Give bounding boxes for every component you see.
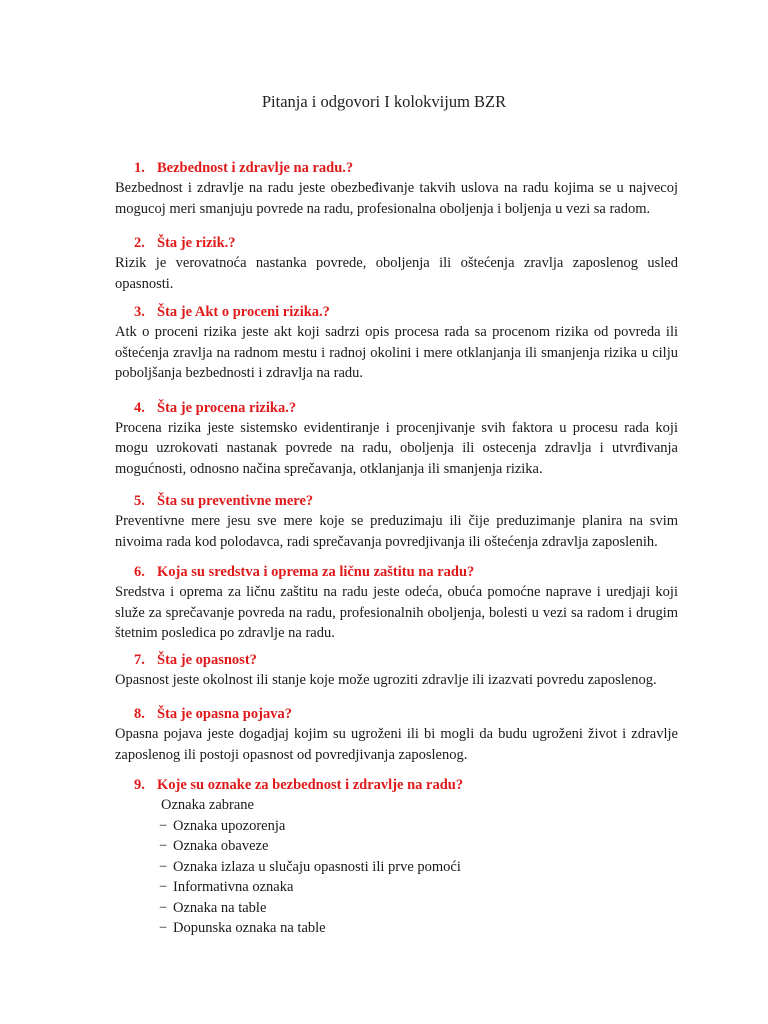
- question-number: 5.: [134, 493, 145, 509]
- list-item: [115, 857, 678, 878]
- list-item-text: Oznaka izlaza u slučaju opasnosti ili prve pomoći: [173, 858, 461, 875]
- question-number: 2.: [134, 235, 145, 251]
- question-heading: [115, 491, 678, 511]
- section-2: [115, 233, 678, 294]
- dash-bullet: −: [159, 817, 168, 834]
- question-text: Šta je Akt o proceni rizika.?: [157, 304, 330, 320]
- question-number: 3.: [134, 304, 145, 320]
- list-item: [115, 816, 678, 837]
- dash-bullet: −: [159, 899, 168, 916]
- section-5: [115, 491, 678, 552]
- list-item: Oznaka zabrane: [161, 797, 254, 813]
- answer-text: Sredstva i oprema za ličnu zaštitu na radu jeste odeća, obuća pomoćne naprave i uredjaji koji služe za sprečavanje povreda na radu, profesionalnih oboljenja, bolesti u vezi sa radom i drugim štetnim posledica po zdravlje na radu.: [115, 584, 678, 641]
- dash-bullet: −: [159, 838, 168, 854]
- list-item-text: Informativna oznaka: [173, 879, 294, 895]
- question-number: 1.: [134, 160, 145, 176]
- question-number: 9.: [134, 777, 145, 793]
- section-6: [115, 562, 678, 644]
- document-title: Pitanja i odgovori I kolokvijum BZR: [261, 92, 507, 111]
- question-heading: [115, 158, 678, 178]
- list-item-text: Oznaka upozorenja: [173, 817, 286, 834]
- question-number: 8.: [134, 706, 145, 722]
- dash-bullet: −: [159, 879, 168, 895]
- answer-text: Rizik je verovatnoća nastanka povrede, oboljenja ili oštećenja zravlja zaposlenog usled opasnosti.: [115, 255, 678, 292]
- question-heading: [115, 233, 678, 253]
- question-heading: [115, 398, 678, 418]
- answer-text: Preventivne mere jesu sve mere koje se preduzimaju ili čije preduzimanje planira na svim nivoima rada kod polodavca, radi sprečavanja povredjivanja ili oštećenja zdravlja zaposlenih.: [115, 513, 678, 550]
- section-8: [115, 704, 678, 765]
- question-text: Koja su sredstva i oprema za ličnu zaštitu na radu?: [157, 564, 475, 580]
- question-number: 6.: [134, 564, 145, 580]
- list-item: [115, 877, 678, 898]
- dash-bullet: −: [159, 858, 168, 875]
- document-content: [115, 158, 678, 939]
- question-heading: [115, 302, 678, 322]
- question-heading: [115, 775, 678, 795]
- list-item-text: Oznaka obaveze: [173, 838, 269, 854]
- list-item-text: Dopunska oznaka na table: [173, 920, 326, 936]
- question-number: 7.: [134, 651, 145, 668]
- question-text: Šta su preventivne mere?: [157, 493, 314, 509]
- question-heading: [115, 704, 678, 724]
- section-4: [115, 398, 678, 480]
- question-heading: [115, 562, 678, 582]
- question-heading: [115, 650, 678, 670]
- list-item: [115, 836, 678, 857]
- question-number: 4.: [134, 399, 145, 416]
- answer-text: Bezbednost i zdravlje na radu jeste obezbeđivanje takvih uslova na radu kojima se u najvecoj mogucoj meri smanjuju povrede na radu, profesionalna oboljenja i boljenja u vezi sa radom.: [115, 180, 678, 217]
- answer-text: Atk o proceni rizika jeste akt koji sadrzi opis procesa rada sa procenom rizika od povreda ili oštećenja zravlja na radnom mestu i radnoj okolini i mere otklanjanja ili smanjenja rizika u cilju poboljšanja bezbednosti i zdravlja na radu.: [115, 324, 678, 381]
- answer-text: Opasna pojava jeste dogadjaj kojim su ugroženi ili bi mogli da budu ugroženi život i zdravlje zaposlenog ili postoji opasnost od povredjivanja zaposlenog.: [115, 726, 678, 763]
- question-text: Šta je opasnost?: [157, 651, 257, 668]
- dash-bullet: −: [159, 920, 168, 936]
- question-text: Bezbednost i zdravlje na radu.?: [157, 160, 354, 176]
- question-text: Šta je opasna pojava?: [157, 706, 292, 722]
- section-3: [115, 302, 678, 384]
- sign-types-list: [115, 795, 678, 939]
- section-7: [115, 650, 678, 691]
- answer-text: Procena rizika jeste sistemsko evidentiranje i procenjivanje svih faktora u procesu rada koji mogu uzrokovati nastanak povrede na radu, oboljenja ili ostecenja zdravlja i utvrđivanja mogućnosti, odnosno načina sprečavanja, otklanjanja ili smanjenja rizika.: [115, 419, 678, 477]
- list-item-text: Oznaka na table: [173, 899, 267, 916]
- section-1: [115, 158, 678, 219]
- list-item: [115, 918, 678, 939]
- question-text: Koje su oznake za bezbednost i zdravlje na radu?: [157, 777, 464, 793]
- question-text: Šta je procena rizika.?: [157, 399, 297, 416]
- question-text: Šta je rizik.?: [157, 235, 236, 251]
- answer-text: Opasnost jeste okolnost ili stanje koje može ugroziti zdravlje ili izazvati povredu zaposlenog.: [115, 671, 657, 688]
- list-item: [115, 898, 678, 919]
- section-9: [115, 775, 678, 939]
